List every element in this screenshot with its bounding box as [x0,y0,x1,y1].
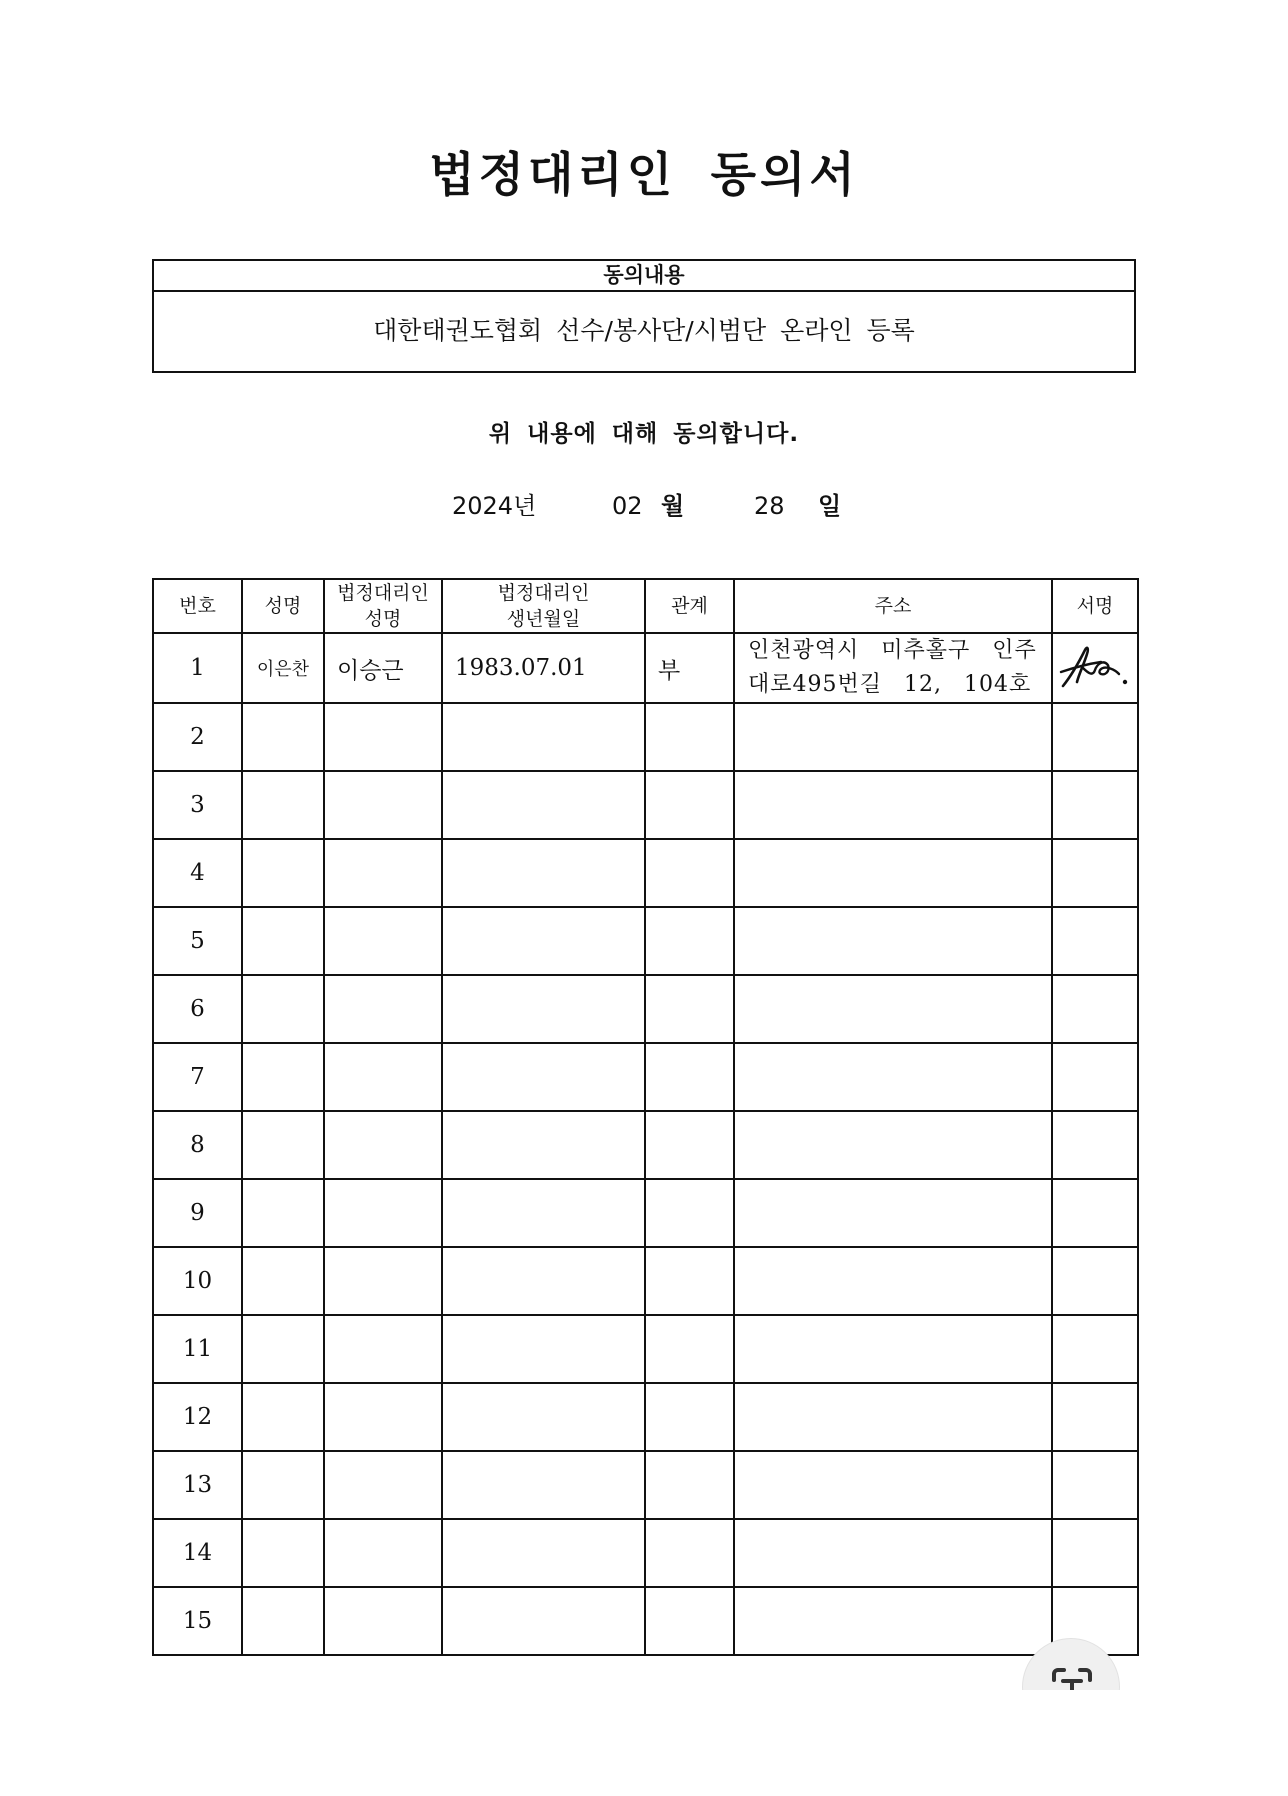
row-name: 이은찬 [242,633,324,703]
row-address [734,1315,1052,1383]
guardian-table [152,578,1139,1656]
row-no: 10 [153,1247,242,1315]
row-address [734,1247,1052,1315]
row-guardian-birth [442,907,645,975]
row-relation [645,1587,734,1655]
row-guardian-birth [442,1587,645,1655]
row-address-line1: 인천광역시 미추홀구 인주 [748,638,1037,663]
row-no: 6 [153,975,242,1043]
row-guardian-birth [442,1111,645,1179]
row-name [242,1587,324,1655]
row-signature [1052,703,1138,771]
row-no: 1 [153,633,242,703]
row-address-line2: 대로495번길 12, 104호 [748,672,1032,697]
row-signature [1052,633,1138,703]
row-guardian-birth [442,1519,645,1587]
row-relation [645,907,734,975]
header-guardian-birth-line1: 법정대리인 [497,582,590,604]
row-name [242,771,324,839]
row-guardian-name [324,1247,442,1315]
row-no: 8 [153,1111,242,1179]
date-month: 02 [612,492,643,520]
table-row [153,1587,1138,1655]
row-relation [645,839,734,907]
row-address [734,1451,1052,1519]
row-guardian-birth [442,1451,645,1519]
row-name [242,907,324,975]
row-relation [645,1111,734,1179]
row-name [242,1179,324,1247]
row-relation [645,975,734,1043]
header-guardian-name [324,579,442,633]
row-address [734,1043,1052,1111]
row-no: 2 [153,703,242,771]
row-guardian-birth [442,703,645,771]
row-guardian-birth [442,1383,645,1451]
row-relation: 부 [645,633,734,703]
row-signature [1052,1315,1138,1383]
row-address [734,975,1052,1043]
row-no: 5 [153,907,242,975]
row-no: 9 [153,1179,242,1247]
row-relation [645,771,734,839]
consent-box [152,259,1136,373]
consent-body: 대한태권도협회 선수/봉사단/시범단 온라인 등록 [373,316,915,345]
header-guardian-name-line2: 성명 [364,608,402,630]
row-name [242,1519,324,1587]
row-name [242,703,324,771]
row-signature [1052,1383,1138,1451]
row-no: 3 [153,771,242,839]
row-address [734,1587,1052,1655]
table-row [153,1247,1138,1315]
row-guardian-name [324,1519,442,1587]
header-address: 주소 [734,579,1052,633]
row-address [734,1179,1052,1247]
row-signature [1052,1519,1138,1587]
header-no: 번호 [153,579,242,633]
row-address [734,907,1052,975]
bottom-blank-area [0,1690,1288,1796]
row-no: 11 [153,1315,242,1383]
row-guardian-birth [442,1315,645,1383]
table-row [153,633,1138,703]
row-name [242,1315,324,1383]
row-guardian-name [324,1451,442,1519]
row-name [242,1383,324,1451]
header-signature: 서명 [1052,579,1138,633]
table-row [153,1179,1138,1247]
table-row [153,839,1138,907]
row-address [734,1383,1052,1451]
row-signature [1052,1179,1138,1247]
row-address [734,1111,1052,1179]
header-relation: 관계 [645,579,734,633]
row-guardian-birth [442,975,645,1043]
table-row [153,771,1138,839]
row-signature [1052,1111,1138,1179]
row-name [242,1043,324,1111]
row-relation [645,1247,734,1315]
row-no: 12 [153,1383,242,1451]
header-name: 성명 [242,579,324,633]
date-month-unit: 월 [661,492,685,520]
row-no: 4 [153,839,242,907]
table-row [153,975,1138,1043]
row-relation [645,1519,734,1587]
row-guardian-name: 이승근 [324,633,442,703]
row-signature [1052,1451,1138,1519]
row-relation [645,1315,734,1383]
table-row [153,1315,1138,1383]
row-name [242,1247,324,1315]
row-relation [645,1383,734,1451]
row-relation [645,1451,734,1519]
row-relation [645,703,734,771]
header-guardian-name-line1: 법정대리인 [337,582,429,604]
date-year: 2024년 [452,492,537,520]
row-relation [645,1179,734,1247]
row-guardian-name [324,1179,442,1247]
row-signature [1052,1247,1138,1315]
row-address [734,1519,1052,1587]
page-title: 법정대리인 동의서 [429,148,859,203]
table-row [153,703,1138,771]
row-guardian-birth [442,771,645,839]
table-header-row [153,579,1138,633]
row-guardian-name [324,703,442,771]
row-no: 13 [153,1451,242,1519]
consent-header: 동의내용 [154,261,1134,292]
row-relation [645,1043,734,1111]
row-signature [1052,771,1138,839]
date-day: 28 [754,492,785,520]
row-signature [1052,839,1138,907]
row-name [242,1451,324,1519]
agree-statement: 위 내용에 대해 동의합니다. [488,421,800,447]
row-address [734,703,1052,771]
row-guardian-name [324,839,442,907]
row-guardian-name [324,1383,442,1451]
row-name [242,975,324,1043]
row-guardian-name [324,1111,442,1179]
row-signature [1052,975,1138,1043]
row-name [242,1111,324,1179]
row-guardian-birth [442,1247,645,1315]
row-guardian-name [324,1587,442,1655]
handwritten-signature-icon [1057,642,1133,694]
row-no: 15 [153,1587,242,1655]
row-signature [1052,1043,1138,1111]
table-row [153,1043,1138,1111]
row-guardian-name [324,975,442,1043]
row-guardian-birth [442,1179,645,1247]
row-no: 14 [153,1519,242,1587]
row-guardian-name [324,1043,442,1111]
table-row [153,907,1138,975]
row-address [734,771,1052,839]
row-address [734,839,1052,907]
row-name [242,839,324,907]
row-address [734,633,1052,703]
row-guardian-name [324,771,442,839]
table-row [153,1451,1138,1519]
table-row [153,1111,1138,1179]
row-no: 7 [153,1043,242,1111]
row-signature [1052,907,1138,975]
header-guardian-birth [442,579,645,633]
date-day-unit: 일 [818,492,842,520]
row-guardian-birth: 1983.07.01 [442,633,645,703]
row-guardian-birth [442,1043,645,1111]
table-row [153,1383,1138,1451]
table-row [153,1519,1138,1587]
row-guardian-name [324,907,442,975]
row-guardian-name [324,1315,442,1383]
header-guardian-birth-line2: 생년월일 [506,608,581,630]
row-guardian-birth [442,839,645,907]
